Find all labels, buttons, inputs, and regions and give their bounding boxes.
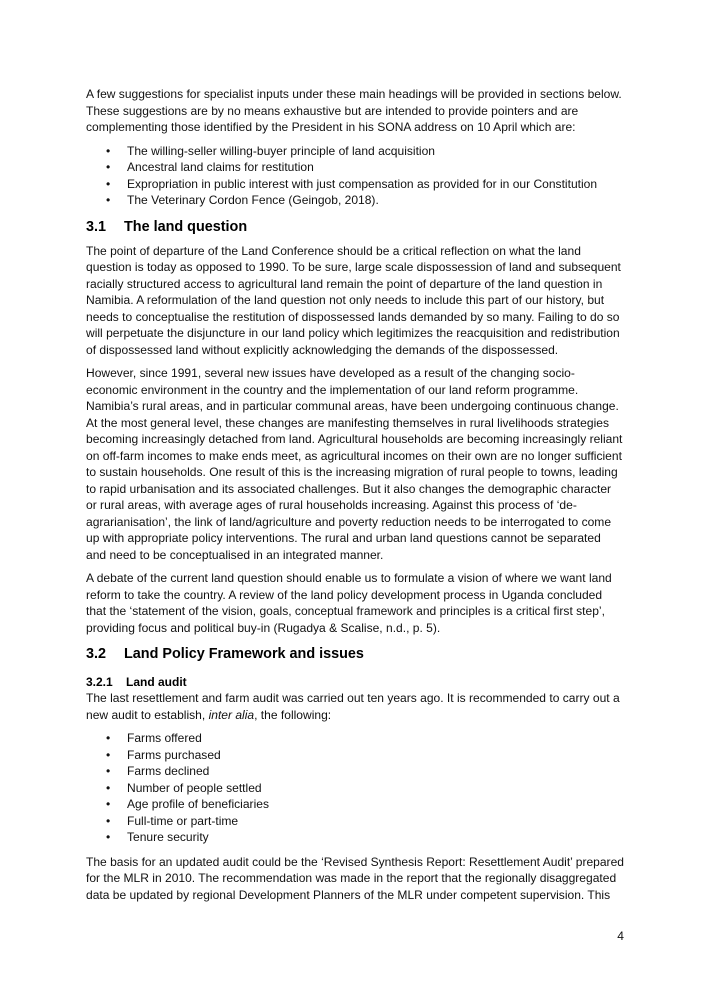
intro-paragraph: A few suggestions for specialist inputs under these main headings will be provided in sections below. These suggestions are by no means exhaustive but are intended to provide pointers and are complementing those identified by the President in his SONA address on 10 April which are: (86, 87, 622, 134)
land-question-paragraph-2: However, since 1991, several new issues have developed as a result of the changing socio-economic environment in the country and the implementation of our land reform programme. Namibia’s rural areas, and in particular communal areas, have been undergoing continuous change. At the most general level, these changes are manifesting themselves in rural livelihoods strategies becoming increasingly detached from land. Agricultural households are becoming increasingly reliant on off-farm incomes to make ends meet, as agricultural incomes on their own are no longer sufficient to sustain households. One result of this is the increasing migration of rural people to towns, leading to rapid urbanisation and its associated challenges. But it also changes the demographic character or rural areas, with average ages of rural households increasing. Against this process of ‘de-agrarianisation’, the link of land/agriculture and poverty reduction needs to be interrogated to come up with appropriate policy interventions. The rural and urban land questions cannot be separated and need to be conceptualised in an integrated manner. (86, 366, 623, 562)
section-title: The land question (124, 218, 248, 235)
list-item: • The Veterinary Cordon Fence (Geingob, 2018). (127, 192, 624, 209)
list-item: • Farms declined (127, 763, 624, 780)
list-item: • Expropriation in public interest with just compensation as provided for in our Constitution (127, 176, 624, 193)
document-page (86, 86, 624, 910)
list-item: • Ancestral land claims for restitution (127, 159, 624, 176)
land-audit-intro-text: The last resettlement and farm audit was carried out ten years ago. It is recommended to carry out a new audit to establish, (86, 691, 620, 722)
list-item: • Farms purchased (127, 747, 624, 764)
section-number: 3.1 (86, 218, 107, 235)
land-question-paragraph-1: The point of departure of the Land Conference should be a critical reflection on what the land question is today as opposed to 1990. To be sure, large scale dispossession of land and subsequent racially structured access to agricultural land remain the point of departure of the land question in Namibia. A reformulation of the land question not only needs to include this part of our history, but needs to conceptualise the restitution of dispossessed lands demanded by so many. Failing to do so will perpetuate the disjuncture in our land policy which legitimizes the reacquisition and redistribution of dispossessed land without explicitly acknowledging the demands of the dispossessed. (86, 243, 621, 357)
list-item: • Number of people settled (127, 780, 624, 797)
subsection-number: 3.2.1 (86, 675, 113, 689)
audit-items-list (86, 730, 624, 846)
land-audit-intro-tail: , the following: (254, 707, 332, 722)
section-3-2-heading (86, 644, 624, 664)
land-audit-intro (86, 690, 624, 723)
section-3-2-1-heading (86, 674, 624, 690)
list-item: • Farms offered (127, 730, 624, 747)
president-suggestions-list (86, 143, 624, 209)
subsection-title: Land audit (126, 675, 187, 689)
audit-closing-paragraph: The basis for an updated audit could be the ‘Revised Synthesis Report: Resettlement Audit’ prepared for the MLR in 2010. The recommendation was made in the report that the regionally disaggregated data be updated by regional Development Planners of the MLR under competent supervision. This (86, 854, 624, 902)
section-3-1-heading (86, 217, 624, 237)
list-item: • Age profile of beneficiaries (127, 796, 624, 813)
land-audit-intro-italic: inter alia (208, 707, 255, 722)
page-number: 4 (617, 929, 624, 943)
section-number: 3.2 (86, 646, 107, 662)
land-question-paragraph-3: A debate of the current land question should enable us to formulate a vision of where we want land reform to take the country. A review of the land policy development process in Uganda concluded that the ‘statement of the vision, goals, conceptual framework and principles is a critical first step’, providing focus and political buy-in (Rugadya & Scalise, n.d., p. 5). (86, 571, 612, 635)
list-item: • The willing-seller willing-buyer principle of land acquisition (127, 143, 624, 160)
section-title: Land Policy Framework and issues (124, 646, 364, 662)
list-item: • Full-time or part-time (127, 813, 624, 830)
list-item: • Tenure security (127, 829, 624, 846)
